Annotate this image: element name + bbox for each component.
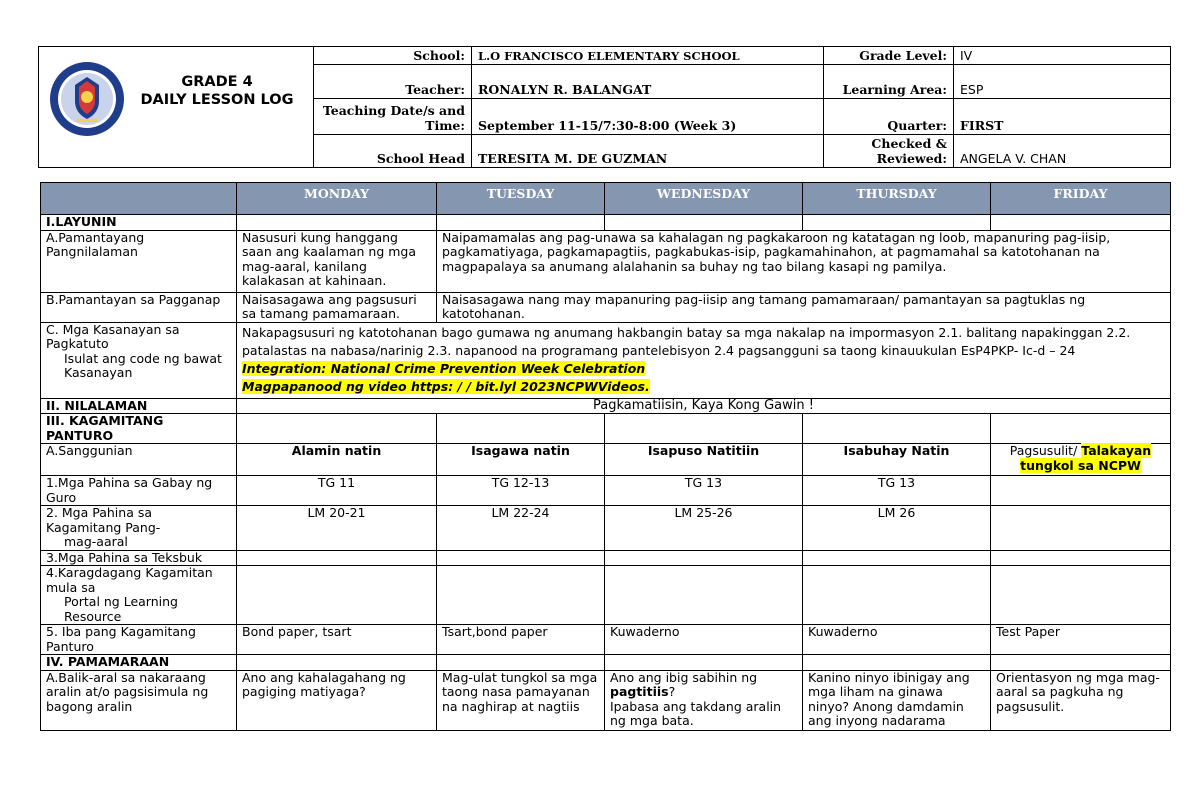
layunin-title: I.LAYUNIN (41, 215, 237, 231)
iba-thursday: Kuwaderno (803, 625, 991, 655)
iba-monday: Bond paper, tsart (237, 625, 437, 655)
sanggunian-friday (991, 444, 1171, 476)
balik-aral-wed-3: ? (668, 684, 676, 699)
title-block (137, 73, 297, 109)
sanggunian-monday: Alamin natin (237, 444, 437, 476)
checked-reviewed-label: Checked & Reviewed: (824, 134, 954, 167)
pagganap-label: B.Pamantayan sa Pagganap (41, 292, 237, 322)
checked-reviewed-value: ANGELA V. CHAN (954, 134, 1171, 167)
day-monday: MONDAY (237, 183, 437, 215)
nilalaman-row (41, 398, 1171, 414)
lesson-table (40, 182, 1171, 731)
kagamitang-wednesday: LM 25-26 (605, 506, 803, 551)
kasanayan-content (237, 322, 1171, 398)
pagganap-monday: Naisasagawa ang pagsusuri sa tamang pamamaraan. (237, 292, 437, 322)
iba-friday: Test Paper (991, 625, 1171, 655)
log-title: DAILY LESSON LOG (140, 92, 294, 108)
balik-aral-label: A.Balik-aral sa nakaraang aralin at/o pagsisimula ng bagong aralin (41, 670, 237, 730)
gabay-thursday: TG 13 (803, 476, 991, 506)
teaching-dates-value: September 11-15/7:30-8:00 (Week 3) (472, 99, 824, 134)
iba-row (41, 625, 1171, 655)
iba-tuesday: Tsart,bond paper (437, 625, 605, 655)
pamamaraan-row (41, 655, 1171, 671)
learning-area-label: Learning Area: (824, 65, 954, 99)
kagamitan-title: III. KAGAMITANG PANTURO (41, 414, 237, 444)
nilalaman-value: Pagkamatiisin, Kaya Kong Gawin ! (237, 398, 1171, 414)
day-thursday: THURSDAY (803, 183, 991, 215)
pamantayang-row (41, 230, 1171, 292)
school-head-value: TERESITA M. DE GUZMAN (472, 134, 824, 167)
karagdagang-row (41, 566, 1171, 625)
kasanayan-row (41, 322, 1171, 398)
iba-wednesday: Kuwaderno (605, 625, 803, 655)
kasanayan-label (41, 322, 237, 398)
pamantayang-week: Naipamamalas ang pag-unawa sa kahalagan ng pagkakaroon ng katatagan ng loob, mapanuring pag-iisip, pagkamatiyaga, pagkamapagtiis, pagkabukas-isip, pagkamahinahon, at pagmamahal sa katotohanan na magpapalaya sa anumang alalahanin sa buhay ng tao bilang kasapi ng pamilya. (437, 230, 1171, 292)
balik-aral-wed-1: Ano ang ibig sabihin ng (610, 669, 758, 685)
gabay-row (41, 476, 1171, 506)
video-link: Magpapanood ng video https: / / bit.lyl 2023NCPWVideos. (242, 378, 650, 394)
kagamitang-friday (991, 506, 1171, 551)
sanggunian-row (41, 444, 1171, 476)
kasanayan-label-1: C. Mga Kasanayan sa Pagkatuto (46, 321, 180, 351)
logo-cell (39, 47, 314, 168)
teacher-value: RONALYN R. BALANGAT (472, 65, 824, 99)
day-tuesday: TUESDAY (437, 183, 605, 215)
kagamitan-row (41, 414, 1171, 444)
balik-aral-tuesday: Mag-ulat tungkol sa mga taong nasa pamayanan na naghirap at nagtiis (437, 670, 605, 730)
gabay-friday (991, 476, 1171, 506)
balik-aral-friday: Orientasyon ng mga mag-aaral sa pagkuha ng pagsusulit. (991, 670, 1171, 730)
grade-level-label: Grade Level: (824, 47, 954, 65)
quarter-value: FIRST (954, 99, 1171, 134)
balik-aral-row (41, 670, 1171, 730)
gabay-monday: TG 11 (237, 476, 437, 506)
layunin-row (41, 215, 1171, 231)
school-value: L.O FRANCISCO ELEMENTARY SCHOOL (472, 47, 824, 65)
day-wednesday: WEDNESDAY (605, 183, 803, 215)
karagdagang-label-1: 4.Karagdagang Kagamitan mula sa (46, 565, 213, 595)
gabay-tuesday: TG 12-13 (437, 476, 605, 506)
sanggunian-wednesday: Isapuso Natitiin (605, 444, 803, 476)
integration-text: Integration: National Crime Prevention Week Celebration (242, 360, 646, 376)
pagganap-week: Naisasagawa nang may mapanuring pag-iisip ang tamang pamamaraan/ pamantayan sa pagtuklas ng katotohanan. (437, 292, 1171, 322)
gabay-wednesday: TG 13 (605, 476, 803, 506)
kasanayan-text: Nakapagsusuri ng katotohanan bago gumawa ng anumang hakbangin batay sa mga nakalap na impormasyon 2.1. balitang napakinggan 2.2. patalastas na nabasa/narinig 2.3. napanood na programang pantelebisyon 2.4 pagsangguni sa taong kinauukulan EsP4PKP- Ic-d – 24 (242, 324, 1131, 358)
teacher-label: Teacher: (314, 65, 472, 99)
grade-level-value: IV (954, 47, 1171, 65)
kagamitang-monday: LM 20-21 (237, 506, 437, 551)
teksbuk-label: 3.Mga Pahina sa Teksbuk (41, 550, 237, 566)
day-friday: FRIDAY (991, 183, 1171, 215)
sanggunian-thursday: Isabuhay Natin (803, 444, 991, 476)
day-header-blank (41, 183, 237, 215)
kagamitang-label-1: 2. Mga Pahina sa Kagamitang Pang- (46, 505, 161, 535)
karagdagang-label (41, 566, 237, 625)
kasanayan-label-3: Kasanayan (64, 365, 133, 380)
sanggunian-friday-1: Pagsusulit/ (1009, 443, 1082, 458)
iba-label: 5. Iba pang Kagamitang Panturo (41, 625, 237, 655)
kagamitang-label-2: mag-aaral (64, 534, 128, 549)
kasanayan-label-2: Isulat ang code ng bawat (64, 350, 222, 366)
kagamitang-tuesday: LM 22-24 (437, 506, 605, 551)
balik-aral-wed-2: pagtitiis (610, 684, 669, 699)
school-label: School: (314, 47, 472, 65)
kagamitang-row (41, 506, 1171, 551)
teaching-dates-label: Teaching Date/s and Time: (314, 99, 472, 134)
balik-aral-thursday: Kanino ninyo ibinigay ang mga liham na ginawa ninyo? Anong damdamin ang inyong nadarama (803, 670, 991, 730)
pagganap-row (41, 292, 1171, 322)
learning-area-value: ESP (954, 65, 1171, 99)
balik-aral-monday: Ano ang kahalagahang ng pagiging matiyaga? (237, 670, 437, 730)
grade-title: GRADE 4 (181, 74, 253, 90)
pamantayang-monday: Nasusuri kung hanggang saan ang kaalaman ng mga mag-aaral, kanilang kalakasan at kahinaan. (237, 230, 437, 292)
day-header-row (41, 183, 1171, 215)
gabay-label: 1.Mga Pahina sa Gabay ng Guro (41, 476, 237, 506)
sanggunian-tuesday: Isagawa natin (437, 444, 605, 476)
pamantayang-label: A.Pamantayang Pangnilalaman (41, 230, 237, 292)
nilalaman-title: II. NILALAMAN (41, 398, 237, 414)
pamamaraan-title: IV. PAMAMARAAN (41, 655, 237, 671)
teksbuk-row (41, 550, 1171, 566)
kagamitang-thursday: LM 26 (803, 506, 991, 551)
karagdagang-label-2: Portal ng Learning Resource (64, 594, 178, 624)
sanggunian-friday-2: Talakayan tungkol sa NCPW (1020, 443, 1152, 473)
kagamitang-label (41, 506, 237, 551)
balik-aral-wed-4: Ipabasa ang takdang aralin ng mga bata. (610, 698, 782, 728)
balik-aral-wednesday (605, 670, 803, 730)
quarter-label: Quarter: (824, 99, 954, 134)
deped-seal-icon (49, 61, 125, 137)
school-head-label: School Head (314, 134, 472, 167)
sanggunian-label: A.Sanggunian (41, 444, 237, 476)
header-table (38, 46, 1171, 168)
